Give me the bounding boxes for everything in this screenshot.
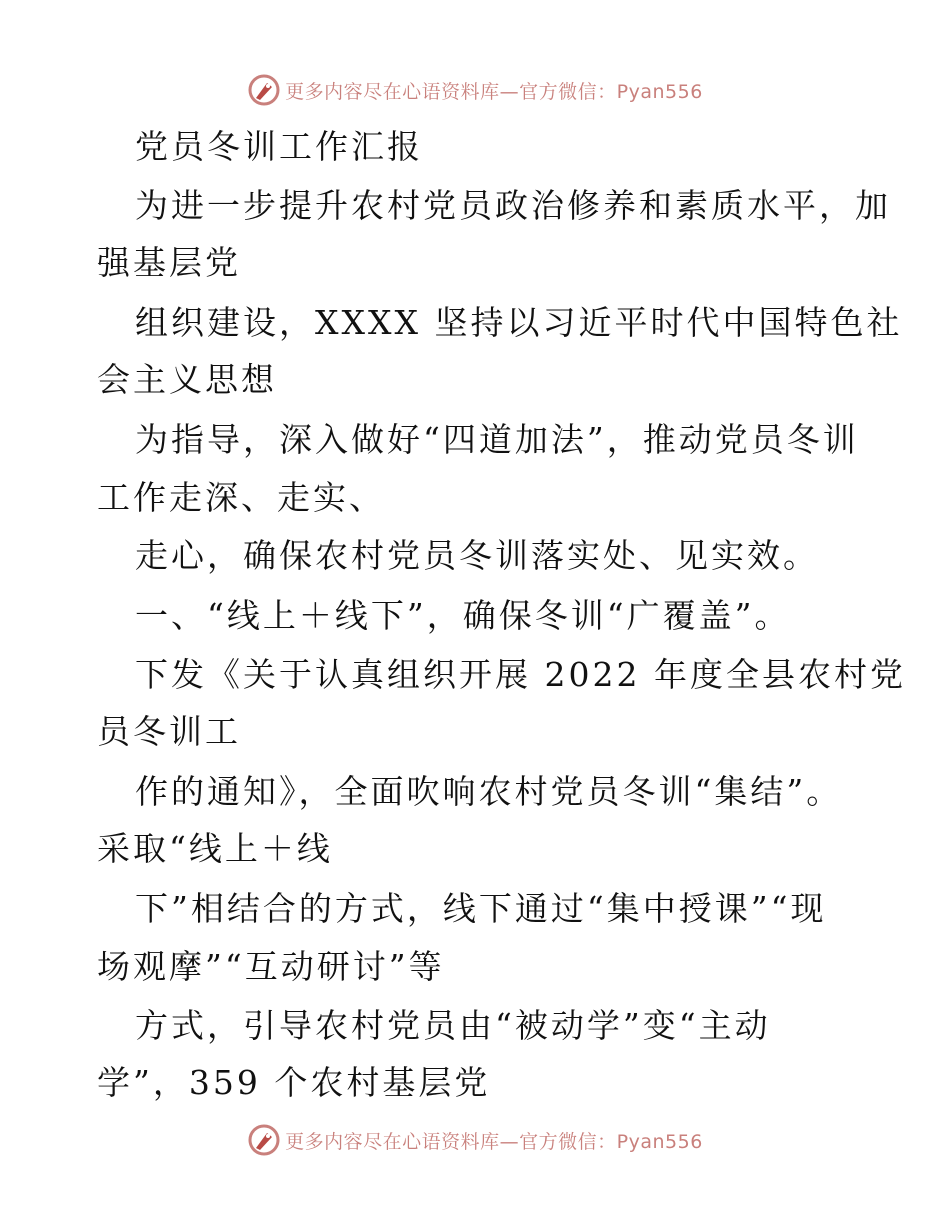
- paragraph-line: 下发《关于认真组织开展 2022 年度全县农村党: [135, 655, 906, 694]
- document-title: 党员冬训工作汇报: [135, 127, 423, 166]
- paragraph-line: 员冬训工: [97, 712, 241, 751]
- watermark-text: 更多内容尽在心语资料库—官方微信：Pyan556: [285, 80, 703, 103]
- pen-nib-logo-icon: [247, 73, 281, 107]
- paragraph-line: 工作走深、走实、: [97, 478, 385, 517]
- paragraph-line: 采取“线上＋线: [97, 829, 333, 868]
- paragraph-line: 作的通知》，全面吹响农村党员冬训“集结”。: [135, 772, 843, 811]
- section-heading: 一、“线上＋线下”，确保冬训“广覆盖”。: [135, 596, 791, 635]
- paragraph-line: 为指导，深入做好“四道加法”，推动党员冬训: [135, 420, 859, 459]
- paragraph-line: 组织建设，XXXX 坚持以习近平时代中国特色社: [135, 303, 903, 342]
- paragraph-line: 下”相结合的方式，线下通过“集中授课”“现: [135, 889, 827, 928]
- paragraph-line: 学”，359 个农村基层党: [97, 1063, 491, 1102]
- paragraph-line: 场观摩”“互动研讨”等: [97, 947, 445, 986]
- watermark-header: [0, 70, 950, 110]
- paragraph-line: 强基层党: [97, 243, 241, 282]
- paragraph-line: 走心，确保农村党员冬训落实处、见实效。: [135, 536, 819, 575]
- watermark-text: 更多内容尽在心语资料库—官方微信：Pyan556: [285, 1130, 703, 1153]
- paragraph-line: 方式，引导农村党员由“被动学”变“主动: [135, 1006, 771, 1045]
- pen-nib-logo-icon: [247, 1123, 281, 1157]
- paragraph-line: 会主义思想: [97, 360, 277, 399]
- paragraph-line: 为进一步提升农村党员政治修养和素质水平，加: [135, 186, 891, 225]
- watermark-footer: [0, 1120, 950, 1160]
